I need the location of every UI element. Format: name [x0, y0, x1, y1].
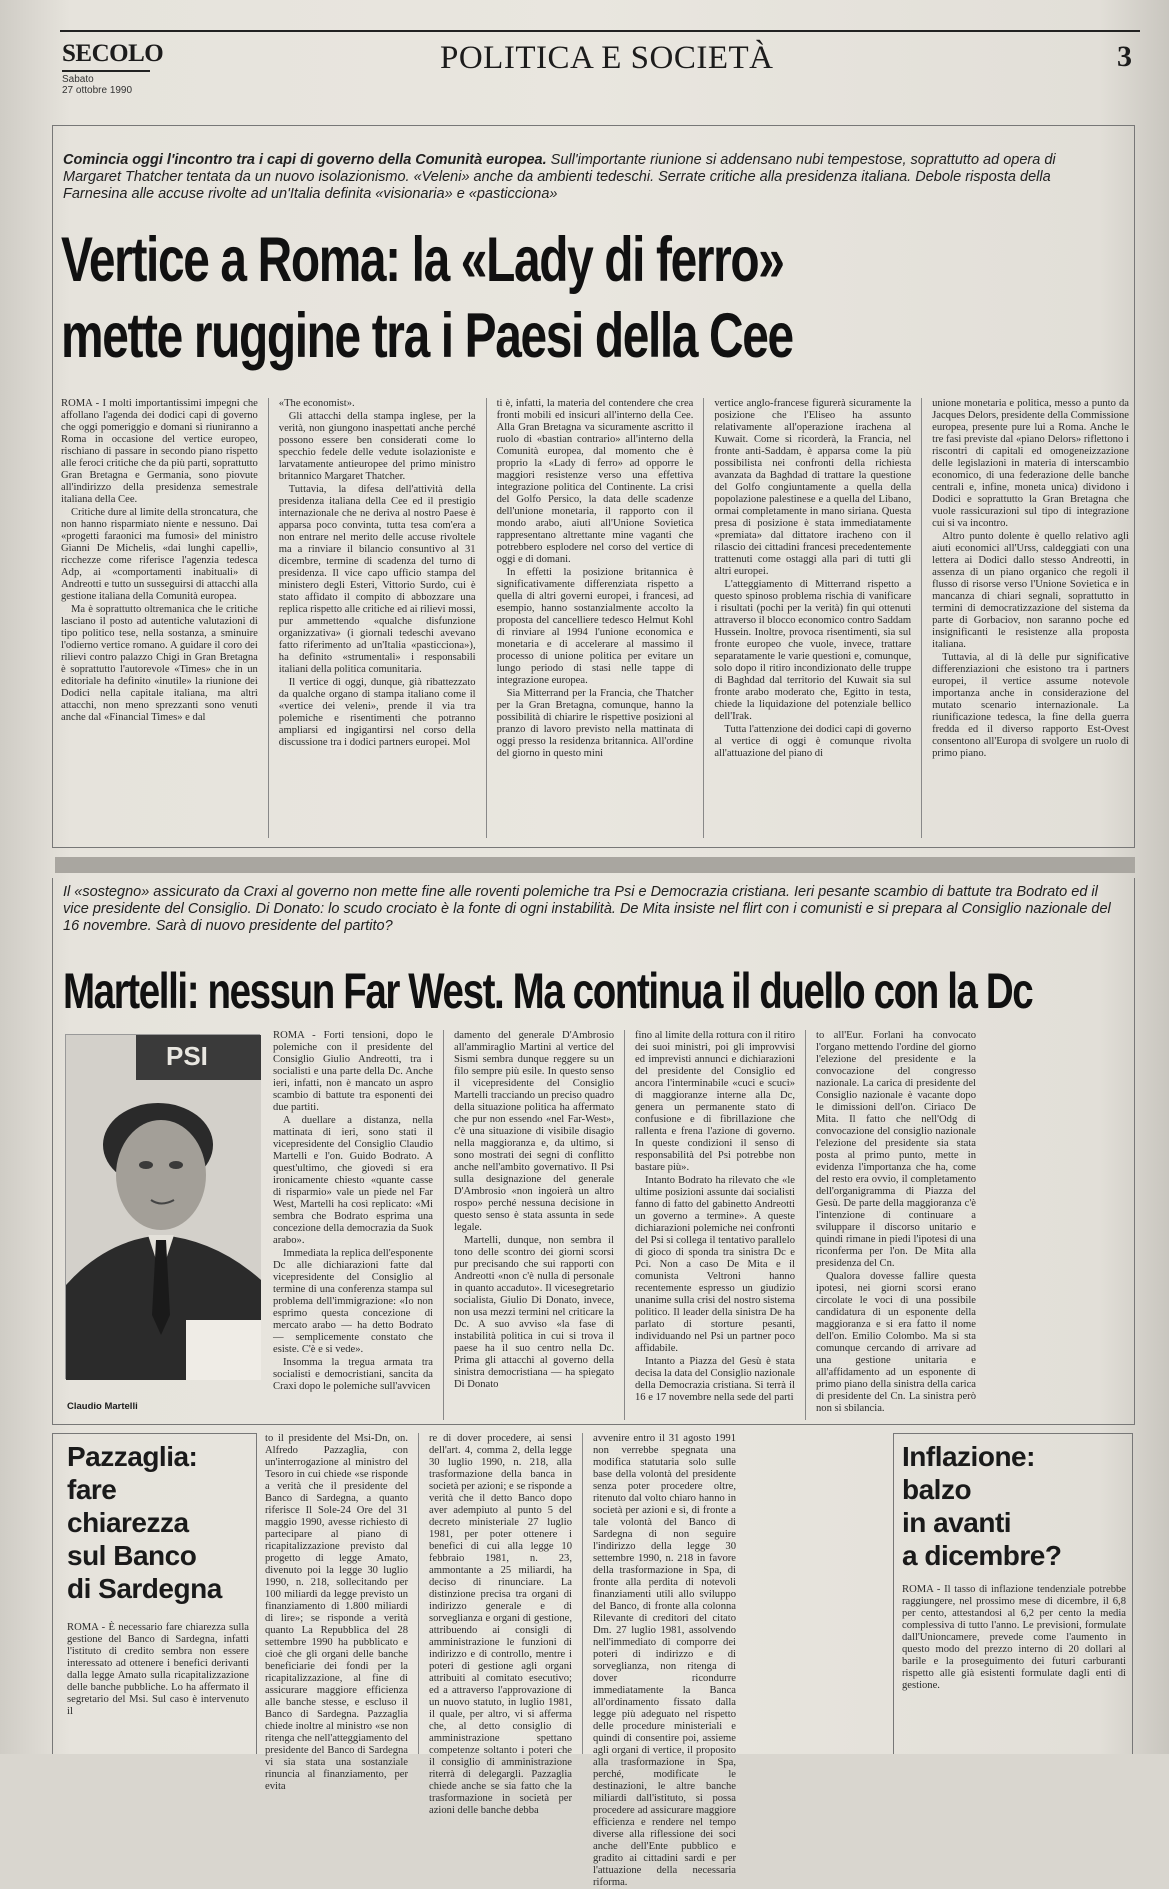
headline-line: di Sardegna: [67, 1573, 222, 1604]
paragraph: ti è, infatti, la materia del contendere che crea fronti mobili ed insicuri all'interno della Cee. Alla Gran Bretagna va sicuramente ascritto il ruolo di «bastian contrario» all'interno della Comunità europea, dal momento che è proprio la «Lady di ferro» ad opporre le maggiori resistenze verso una effettiva integrazione politica del Continente. La crisi del Golfo Persico, la data delle scadenze dell'unione monetaria, il rapporto con il mondo arabo, aiuti all'Unione Sovietica rappresentano altrettante mine vaganti che potrebbero esplodere nel corso del vertice di oggi e di domani.: [496, 398, 694, 565]
article2-column: [635, 1030, 795, 1420]
headline-line: Pazzaglia:: [67, 1441, 198, 1472]
paragraph: Tuttavia, al di là delle pur significative differenziazioni che esistono tra i partners europei, il vertice assume notevole importanza anche in considerazione del mutato scenario internazionale. La riunificazione tedesca, la fine della guerra fredda ed il diverso rapporto Est-Ovest consentono all'Europa di svolgere un ruolo di primo piano.: [932, 652, 1129, 759]
paragraph: Il vertice di oggi, dunque, già ribattezzato da qualche organo di stampa italiano come il «vertice dei veleni», prende il via tra polemiche e risentimenti che potranno ampliarsi ed ingigantirsi nel corso della discussione tra i dodici partners europei. Mol: [278, 677, 476, 748]
article1-headline-line2: mette ruggine tra i Paesi della Cee: [61, 301, 793, 371]
photo-caption: Claudio Martelli: [67, 1401, 138, 1412]
issue-day: Sabato: [62, 74, 94, 85]
article3-continuation: [265, 1433, 885, 1888]
paragraph: to all'Eur. Forlani ha convocato l'organo mettendo l'ordine del giorno l'elezione del presidente e la convocazione del congresso nazionale. La carica di presidente del Consiglio nazionale è vacante dopo le dimissioni dell'on. Ciriaco De Mita. Il fatto che nell'Odg di convocazione del consiglio nazionale l'elezione del presidente sia stata posta al primo punto, mette in evidenza l'importanza che ha, come del resto era ovvio, il completamento dell'organigramma di Piazza del Gesù. De parte della maggioranza c'è l'intenzione di continuare a sviluppare il discorso unitario e quindi rimane in piedi l'ipotesi di una riconferma per l'on. De Mita alla presidenza del Cn.: [816, 1030, 976, 1269]
portrait-illustration: [66, 1035, 261, 1380]
column-divider: [921, 398, 922, 838]
article-pazzaglia: [52, 1433, 257, 1754]
paragraph: In effetti la posizione britannica è significativamente differenziata rispetto a quella di altri governi europei, i francesi, ad esempio, hanno sostanzialmente accolto la proposta del cancelliere tedesco Helmut Kohl di rinviare al 1994 l'unione economica e monetaria e di accelerare al massimo il processo di unione politica per evitare un lungo periodo di stasi nelle tappe di integrazione europea.: [496, 567, 694, 686]
newspaper-logo: SECOLO: [62, 40, 164, 67]
article2-headline: Martelli: nessun Far West. Ma continua il duello con la Dc: [63, 963, 1033, 1019]
article1-column: [932, 398, 1129, 838]
paragraph: Altro punto dolente è quello relativo agli aiuti economici all'Urss, caldeggiati con una lettera ai Dodici dallo stesso Andreotti, in assenza di un piano organico che regoli il flusso di risorse verso l'Unione Sovietica e in mancanza di chiari segnali, soprattutto in termini di democratizzazione del sistema da parte di Gorbaciov, non saranno poche ed insignificanti le resistenze alla proposta italiana.: [932, 531, 1129, 650]
article3-column: [593, 1433, 736, 1888]
paragraph: to il presidente del Msi-Dn, on. Alfredo Pazzaglia, con un'interrogazione al ministro del Tesoro in cui chiede «se risponde a verità che il presidente del Banco di Sardegna, a quanto riferisce Il Sole-24 Ore del 31 maggio 1990, avesse richiesto di partecipare al piano di ricapitalizzazione previsto dal progetto di legge Amato, divenuto poi la legge 30 luglio 1990, n. 218, sollecitando per 100 miliardi da legge previsto un finanziamento di 1.800 miliardi di lire»; se risponde a verità quanto La Repubblica del 28 settembre 1990 ha pubblicato e cioè che gli organi delle banche beneficiarie dei fondi per la ricapitalizzazione, al fine di assicurare maggiore efficienza alle banche stesse, e escluso il Banco di Sardegna. Pazzaglia chiede inoltre al ministro «se non ritenga che nell'atteggiamento del presidente del Banco di Sardegna vi sia stata una sostanziale rinuncia al finanziamento, per evita: [265, 1433, 408, 1792]
article1-headline-line1: Vertice a Roma: la «Lady di ferro»: [61, 225, 784, 295]
paragraph: avvenire entro il 31 agosto 1991 non verrebbe spegnata una modifica statutaria solo sulle base della volontà del presidente senza poter procedere oltre, ritenuto dal volto chiaro hanno in società per azioni e sì, di fronte a tale volontà del Banco di Sardegna di non seguire l'indirizzo della legge 30 settembre 1990, n. 218 in favore della trasformazione in Spa, di fronte alla perdita di notevoli finanziamenti utili allo sviluppo del Banco, di fronte alla colonna Rilevante di creditori del citato Dm. 27 luglio 1981, assolvendo nell'immediato di comporre dei poteri di indirizzo e di sorveglianza, non ritenga di dover ricondurre immediatamente la Banca all'ordinamento fissato dalla legge più adeguato nel rispetto delle procedure ministeriali e quindi di consentire poi, assieme agli organi di vertice, il proposito alla trasformazione in Spa, perché, modificate le destinazioni, le altre banche miliardi dall'istituto, si possa procedere ad assicurare maggiore efficienza e rendere nel tempo diverse alla riflessione dei soci anche dell'Ente pubblico e gradito ai cittadini sardi e per l'attuazione della necessaria riforma.: [593, 1433, 736, 1888]
headline-line: fare: [67, 1474, 117, 1505]
article-inflazione: [893, 1433, 1133, 1754]
paragraph: Immediata la replica dell'esponente Dc alle dichiarazioni fatte dal vicepresidente del Consiglio al termine di una conferenza stampa sul problema dell'immigrazione: «Io non esprimo questa concezione di mercato arabo — ha detto Bodrato — semplicemente constato che esiste. C'è e si vede».: [273, 1248, 433, 1355]
paragraph: ROMA - Forti tensioni, dopo le polemiche con il presidente del Consiglio Giulio Andreotti, tra i socialisti e una parte della Dc. Anche ieri, infatti, non è mancato un aspro scambio di battute tra esponenti dei due partiti.: [273, 1030, 433, 1113]
column-divider: [805, 1030, 806, 1420]
article3-column: [265, 1433, 408, 1792]
article2-column: [454, 1030, 614, 1420]
paragraph: Critiche dure al limite della stroncatura, che non hanno risparmiato niente e nessuno. Dai «progetti faraonici ma fumosi» del ministro Gianni De Michelis, «dai lunghi capelli», ricchezze come riferisce l'agenzia tedesca Adp, ai «comportamenti inabituali» di Andreotti e tutto un susseguirsi di attacchi alla gestione italiana della Comunità europea.: [61, 507, 258, 602]
article-martelli: [52, 878, 1135, 1425]
column-divider: [624, 1030, 625, 1420]
article3-columns: [265, 1433, 885, 1888]
headline-line: sul Banco: [67, 1540, 197, 1571]
paragraph: vertice anglo-francese figurerà sicuramente la posizione che l'Eliseo ha assunto relativamente all'operazione irachena al Kuwait. Come si ricorderà, la Francia, nel fronte anti-Saddam, è apparsa come la più possibilista nei confronti della richiesta avanzata da Baghdad di trattare la questione del Golfo congiuntamente a quella della popolazione palestinese e a quella del Libano, ormai completamente in mano siriana. Questa presa di posizione è stata immediatamente «premiata» dal dittatore iracheno con il rilascio dei cittadini francesi precedentemente trattenuti come ostaggi alla pari di tutti gli altri europei.: [714, 398, 912, 577]
paragraph: L'atteggiamento di Mitterrand rispetto a questo spinoso problema rischia di vanificare i risultati (pochi per la verità) fin qui ottenuti attraverso il blocco economico contro Saddam Hussein. Inoltre, provoca risentimenti, sia sul fronte europeo che vuole, invece, trattare separatamente le varie questioni e, comunque, solo dopo il ritiro incondizionato delle truppe di Baghdad dal territorio del Kuwait sia sul fronte arabo moderato che, Egitto in testa, chiede la liquidazione del potenziale bellico dell'Irak.: [714, 579, 912, 722]
article2-kicker: [63, 884, 1123, 935]
article2-kicker-lead: Il «sostegno» assicurato da Craxi al governo non mette fine alle roventi polemiche: [63, 884, 590, 900]
paragraph: Tuttavia, la difesa dell'attività della presidenza italiana della Cee ed il prestigio internazionale che ne deriva al nostro Paese è apparsa poco convinta, tutta tesa com'era a non entrare nel merito delle accuse rivoltele ma a rinviare il bilancio consuntivo al 31 dicembre, termine di scadenza del turno di presidenza. Il vice capo ufficio stampa del ministero degli Esteri, Vittorio Surdo, cui è stato affidato il compito di abbozzare una replica rispetto alle critiche ed ai rilievi mossi, pur ammettendo «qualche disfunzione organizzativa» (i giornali tedeschi avevano fatto riferimento ad un'Italia «pasticciona»), ha definito «strumentali» i responsabili italiani della politica comunitaria.: [278, 484, 476, 675]
paragraph: Intanto Bodrato ha rilevato che «le ultime posizioni assunte dai socialisti fanno di fatto del gabinetto Andreotti un governo a termine». A queste dichiarazioni polemiche nei confronti del Psi si collega il tentativo parallelo di gioco di sponda tra sinistra Dc e Pci. Non a caso De Mita e il comunista Veltroni hanno recentemente espresso un giudizio unanime sulla crisi del nostro sistema politico. Il leader della sinistra De ha parlato di storture pesanti, individuando nel Psi un partner poco affidabile.: [635, 1175, 795, 1354]
paragraph: Intanto a Piazza del Gesù è stata decisa la data del Consiglio nazionale della Democrazia cristiana. Si terrà il 16 e 17 novembre nella sede del parti: [635, 1356, 795, 1403]
article4-headline: [902, 1440, 1061, 1572]
article1-column: [279, 398, 476, 838]
column-divider: [268, 398, 269, 838]
paragraph: fino al limite della rottura con il ritiro dei suoi ministri, poi gli improvvisi ed imprevisti annunci e dichiarazioni del presidente del Consiglio ed ancora l'interminabile «cuci e scuci» di maggioranze interne alla Dc, genera un permanente stato di confusione e di fibrillazione che rallenta e frena l'azione di governo. In queste condizioni il senso di responsabilità del Psi potrebbe non bastare più».: [635, 1030, 795, 1173]
paragraph: A duellare a distanza, nella mattinata di ieri, sono stati il vicepresidente del Consiglio Claudio Martelli e l'on. Guido Bodrato. A quest'ultimo, che giovedì si era ironicamente chiesto «quante casse di risparmio» vale un piede nel Far West, Martelli ha così replicato: «Mi sembra che Bodrato esprima una concezione della democrazia da Suok arabo».: [273, 1115, 433, 1246]
paragraph: Tutta l'attenzione dei dodici capi di governo al vertice di oggi è comunque rivolta all'attuazione del piano di: [714, 724, 912, 759]
paragraph: Sia Mitterrand per la Francia, che Thatcher per la Gran Bretagna, comunque, hanno la possibilità di chiarire le rispettive posizioni al pranzo di lavoro previsto nella mattinata di oggi presso la residenza britannica. All'ordine del giorno in questo mini: [496, 688, 694, 759]
paragraph: ROMA - È necessario fare chiarezza sulla gestione del Banco di Sardegna, infatti l'istituto di credito sembra non essere interessato ad ottenere i benefici derivanti dalla legge Amato sulla ricapitalizzazione delle banche pubbliche. Lo ha affermato il segretario del Msi. Sul caso è intervenuto il: [67, 1622, 249, 1717]
article1-column: [61, 398, 258, 838]
article4-body: [902, 1584, 1126, 1752]
article3-lead: [67, 1622, 249, 1752]
paragraph: ROMA - I molti importantissimi impegni che affollano l'agenda dei dodici capi di governo che oggi pomeriggio e domani si riuniranno a Roma in occasione del vertice europeo, rischiano di passare in secondo piano rispetto alle feroci critiche che da più parti, soprattutto Gran Bretagna e Germania, sono piovute all'indirizzo della presidenza semestrale italiana della Cee.: [61, 398, 258, 505]
column-divider: [582, 1433, 583, 1754]
column-divider: [443, 1030, 444, 1420]
article3-headline: [67, 1440, 222, 1605]
page-number: 3: [1117, 40, 1132, 73]
paragraph: Martelli, dunque, non sembra il tono delle scontro dei giorni scorsi pur precisando che sui rapporti con Andreotti «non c'è nulla di personale in quanto accaduto». Il vicesegretario socialista, Giulio Di Donato, invece, non usa mezzi termini nel criticare la Dc. A suo avviso «la fase di instabilità politica in cui si trova il paese ha il suo centro nella Dc. Prima gli attacchi al governo della sinistra democristiana — ha spiegato Di Donato: [454, 1235, 614, 1390]
issue-date: 27 ottobre 1990: [62, 85, 133, 96]
column-divider: [703, 398, 704, 838]
article1-body: [61, 398, 1129, 838]
headline-line: in avanti: [902, 1507, 1012, 1538]
paragraph: «The economist».: [278, 398, 355, 409]
article1-headline: [61, 222, 793, 374]
paragraph: re di dover procedere, ai sensi dell'art. 4, comma 2, della legge 30 luglio 1990, n. 218, alla trasformazione della banca in società per azioni; e se risponde a verità che il detto Banco dopo aver adempiuto al punto 5 del decreto ministeriale 27 luglio 1981, per poter ottenere i benefici di cui alla legge 10 febbraio 1981, n. 23, ammontante a 25 miliardi, ha deciso di rinunciare. La distinzione precisa tra organi di indirizzo generale e di sorveglianza e organi di gestione, attribuendo ai consigli di amministrazione le funzioni di indirizzo e di controllo, mentre i poteri di gestione agli organi attribuiti al comitato esecutivo; ed a attraverso l'approvazione di un nuovo statuto, in luglio 1981, il quale, per altro, vi si afferma che, al detto consiglio di amministrazione spettano competenze soltanto i poteri che il consiglio di amministrazione riterrà di delegargli. Pazzaglia chiede anche se sia fatto che la trasformazione in società per azioni delle banche debba: [429, 1433, 572, 1816]
article1-column: [714, 398, 911, 838]
section-divider-band: [55, 857, 1135, 873]
article2-column: [816, 1030, 976, 1420]
dateline: [62, 74, 132, 96]
photo-banner-text: PSI: [166, 1041, 208, 1071]
article1-kicker-lead: Comincia oggi l'incontro tra i capi di governo della Comunità europea.: [63, 152, 547, 168]
article-vertice-roma: [52, 125, 1135, 848]
top-rule: [60, 30, 1140, 32]
article2-column: [273, 1030, 433, 1420]
column-divider: [486, 398, 487, 838]
paragraph: Insomma la tregua armata tra socialisti e democristiani, sancita da Craxi dopo le polemiche sull'avvicen: [273, 1357, 433, 1392]
paragraph: ROMA - Il tasso di inflazione tendenziale potrebbe raggiungere, nel prossimo mese di dicembre, il 6,8 per cento, attestandosi al 6,2 per cento la media complessiva di tutto l'anno. Le previsioni, formulate dall'Unioncamere, prevede come l'aumento in questo modo del prezzo interno di 20 dollari al barile e la proseguimento dei futuri carburanti rispetto alle già esistenti formulate dagli enti di gestione.: [902, 1584, 1126, 1691]
article1-kicker-rest: Sull'importante riunione si addensano nubi tempestose, soprattutto ad opera di Margaret Thatcher tentata da un nuovo isolazionismo. «Veleni» anche da ambienti tedeschi. Serrate critiche alla presidenza italiana. Debole risposta della Farnesina alle accuse rivolte ad un'Italia definita «visionaria» e «pasticciona»: [63, 152, 1056, 202]
headline-line: a dicembre?: [902, 1540, 1062, 1571]
article1-column: [497, 398, 694, 838]
paragraph: damento del generale D'Ambrosio all'ammiraglio Martini al vertice del Sismi sembra dunque reggere su un filo sempre più esile. In questo senso il vicepresidente del Consiglio Martelli tracciando un preciso quadro della situazione politica ha affermato che pur non essendo «nel Far-West», c'è una situazione di visibile disagio nella maggioranza e, da ultimo, si sono mostrati dei segni di conflitto anche nell'ambito governativo. Il Psi sulla designazione del generale D'Ambrosio «non ingoierà un altro rospo» perché nessuna decisione in questo senso è stata assunta in sede legale.: [454, 1030, 614, 1233]
article3-column: [429, 1433, 572, 1816]
paragraph: Gli attacchi della stampa inglese, per la verità, non giungono inaspettati anche perché possono essere ben considerati come lo specchio fedele delle vedute isolazioniste e larvatamente antieuropee del primo ministro britannico Margaret Thatcher.: [278, 411, 476, 482]
column-divider: [418, 1433, 419, 1754]
paragraph: unione monetaria e politica, messo a punto da Jacques Delors, presidente della Commissione europea, presente pure lui a Roma. Anche le tre fasi previste dal «piano Delors» riflettono i riscontri di capitali ed omogeneizzazione delle legislazioni in materia di interscambio economico, di una federazione delle banche centrali e, infine, moneta unica) dividono i Dodici e soprattutto la Gran Bretagna che vuole rassicurazioni sul tipo di integrazione cui si va incontro.: [932, 398, 1129, 529]
headline-line: chiarezza: [67, 1507, 189, 1538]
paragraph: Qualora dovesse fallire questa ipotesi, nei giorni scorsi erano circolate le voci di una possibile candidatura di un esponente della maggioranza e si era fatto il nome dell'on. Emilio Colombo. Ma si sta comunque cercando di arrivare ad una gestione unitaria e all'affidamento ad un esponente di primo piano della sinistra della carica di presidente del Cn. La sinistra però non si sbilancia.: [816, 1271, 976, 1414]
paragraph: Ma è soprattutto oltremanica che le critiche lasciano il posto ad autentiche valutazioni di tipo politico tese, nella sostanza, a sminuire l'odierno vertice romano. A guidare il coro dei rilievi contro palazzo Chigi in Gran Bretagna è soprattutto l'autorevole «Times» che in un editoriale ha definito «inutile» la riunione dei Dodici nella capitale italiana, ma altri attacchi, non meno sprezzanti sono venuti anche dal «Financial Times» e dal: [61, 604, 258, 723]
article2-body: [273, 1030, 1129, 1420]
article2-kicker-rest: tra Psi e Democrazia cristiana. Ieri pesante scambio di battute tra Bodrato ed il vice presidente del Consiglio. Di Donato: lo scudo crociato è la fonte di ogni instabilità. De Mita insiste nel flirt con i comunisti e si prepara al Consiglio nazionale del 16 novembre. Sarà di nuovo presidente del partito?: [63, 884, 1111, 934]
headline-line: Inflazione:: [902, 1441, 1035, 1472]
martelli-photo: [65, 1034, 260, 1379]
section-title: POLITICA E SOCIETÀ: [440, 40, 774, 76]
masthead: [60, 28, 1140, 103]
logo-underline: [62, 70, 150, 72]
headline-line: balzo: [902, 1474, 972, 1505]
article1-kicker: [63, 152, 1113, 203]
